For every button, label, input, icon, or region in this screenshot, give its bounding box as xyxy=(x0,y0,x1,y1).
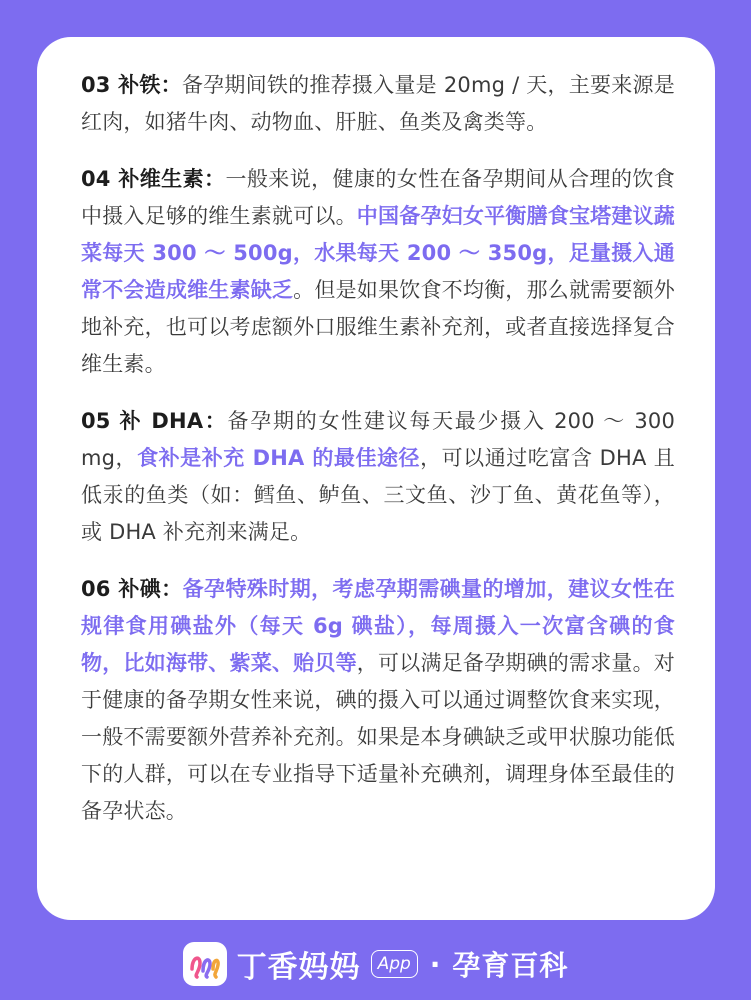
body-text: 备孕期的女性建议每天最少摄入 200 ～ 300 mg， xyxy=(81,409,676,470)
section-dha xyxy=(81,403,675,551)
app-badge: App xyxy=(371,950,418,978)
dingxiang-logo-icon xyxy=(183,942,227,986)
section-heading: 06 补碘： xyxy=(81,577,183,601)
separator-dot: · xyxy=(429,947,441,981)
section-heading: 05 补 DHA： xyxy=(81,409,228,433)
section-paragraph xyxy=(81,403,675,551)
section-paragraph xyxy=(81,571,675,830)
article-body xyxy=(81,67,675,830)
content-card xyxy=(37,37,715,920)
brand-name: 丁香妈妈 xyxy=(236,950,361,985)
highlighted-text: 食补是补充 DHA 的最佳途径 xyxy=(137,446,421,470)
section-vitamin xyxy=(81,161,675,383)
highlighted-text: 中国备孕妇女平衡膳食宝塔建议蔬菜每天 300 ～ 500g，水果每天 200 ～ 350g，足量摄入通常不会造成维生素缺乏 xyxy=(81,204,675,302)
section-iodine xyxy=(81,571,675,830)
body-text: 备孕期间铁的推荐摄入量是 20mg / 天，主要来源是红肉，如猪牛肉、动物血、肝脏、鱼类及禽类等。 xyxy=(81,73,675,134)
body-text: ，可以满足备孕期碘的需求量。对于健康的备孕期女性来说，碘的摄入可以通过调整饮食来实现，一般不需要额外营养补充剂。如果是本身碘缺乏或甲状腺功能低下的人群，可以在专业指导下适量补充碘剂，调理身体至最佳的备孕状态。 xyxy=(81,651,675,823)
body-text: ，可以通过吃富含 DHA 且低汞的鱼类（如：鳕鱼、鲈鱼、三文鱼、沙丁鱼、黄花鱼等），或 DHA 补充剂来满足。 xyxy=(81,446,675,544)
footer-brand-bar xyxy=(0,928,751,1000)
body-text: 。但是如果饮食不均衡，那么就需要额外地补充，也可以考虑额外口服维生素补充剂，或者直接选择复合维生素。 xyxy=(81,278,676,376)
body-text: 一般来说，健康的女性在备孕期间从合理的饮食中摄入足够的维生素就可以。 xyxy=(81,167,676,228)
category-tag: 孕育百科 xyxy=(452,949,569,982)
section-paragraph xyxy=(81,67,675,141)
section-paragraph xyxy=(81,161,675,383)
section-iron xyxy=(81,67,675,141)
highlighted-text: 备孕特殊时期，考虑孕期需碘量的增加，建议女性在规律食用碘盐外（每天 6g 碘盐），每周摄入一次富含碘的食物，比如海带、紫菜、贻贝等 xyxy=(81,577,675,675)
section-heading: 03 补铁： xyxy=(81,73,182,97)
section-heading: 04 补维生素： xyxy=(81,167,226,191)
